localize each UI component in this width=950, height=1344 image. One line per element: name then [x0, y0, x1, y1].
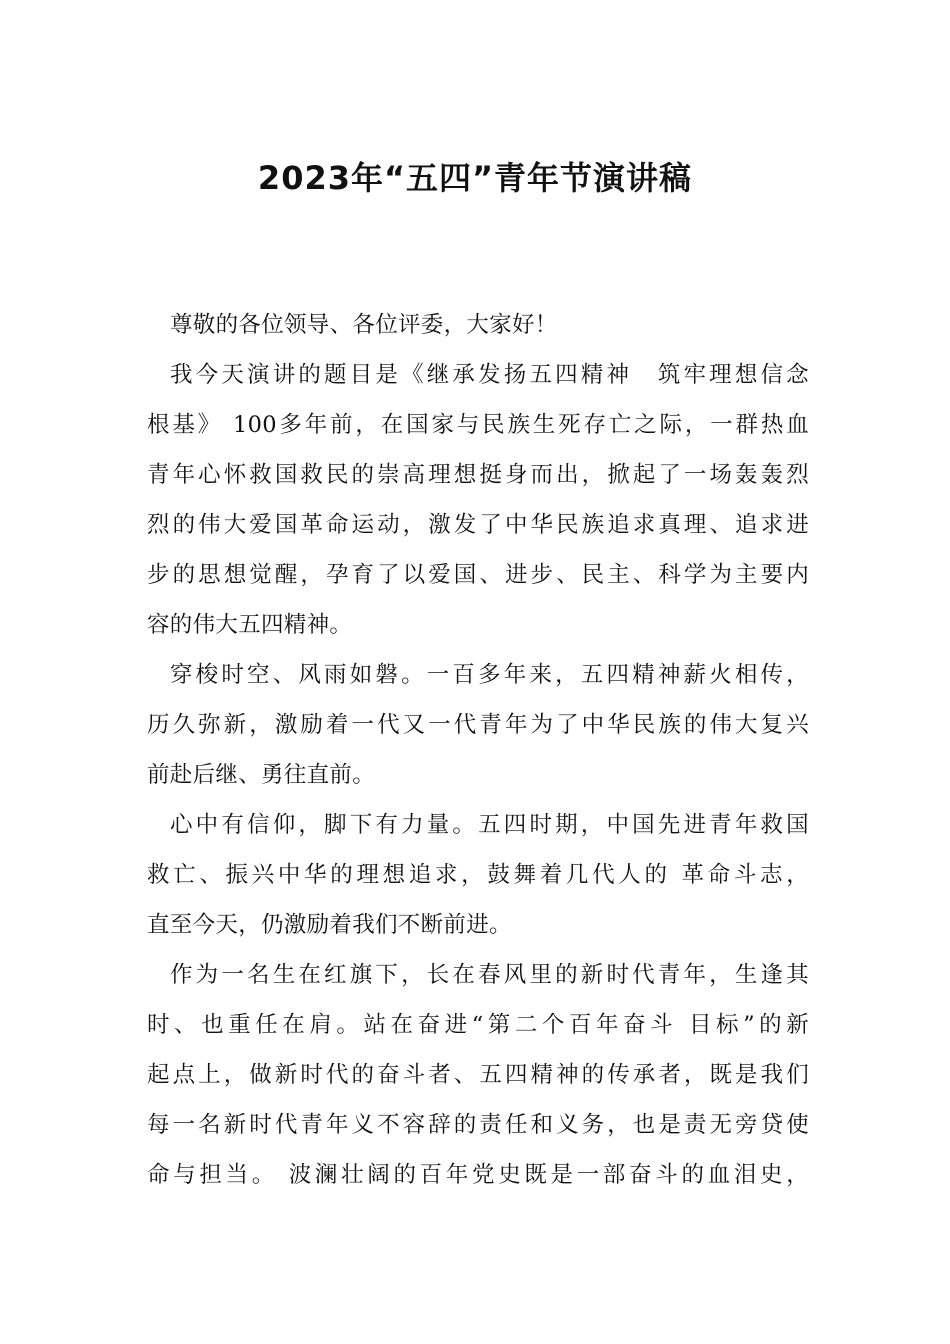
paragraph-2-line-3: 青年心怀救国救民的崇高理想挺身而出，掀起了一场轰轰烈 [147, 462, 809, 488]
paragraph-5-line-5: 命与担当。 波澜壮阔的百年党史既是一部奋斗的血泪史， [147, 1162, 809, 1188]
paragraph-2-line-1: 我今天演讲的题目是《继承发扬五四精神 筑牢理想信念 [170, 362, 809, 388]
paragraph-2-line-5: 步的思想觉醒，孕育了以爱国、进步、民主、科学为主要内 [147, 562, 809, 588]
paragraph-2-line-2: 根基》 100多年前，在国家与民族生死存亡之际，一群热血 [147, 412, 809, 438]
paragraph-2-line-4: 烈的伟大爱国革命运动，激发了中华民族追求真理、追求进 [147, 512, 809, 538]
paragraph-3-line-3: 前赴后继、勇往直前。 [147, 762, 376, 788]
paragraph-3-line-2: 历久弥新，激励着一代又一代青年为了中华民族的伟大复兴 [147, 712, 809, 738]
paragraph-5-line-3: 起点上，做新时代的奋斗者、五四精神的传承者，既是我们 [147, 1062, 809, 1088]
paragraph-3-line-1: 穿梭时空、风雨如磐。一百多年来，五四精神薪火相传， [170, 662, 809, 688]
paragraph-1-line-1: 尊敬的各位领导、各位评委，大家好！ [170, 312, 558, 338]
document-body [147, 300, 809, 1200]
paragraph-2-line-6: 容的伟大五四精神。 [147, 612, 353, 638]
paragraph-4-line-2: 救亡、振兴中华的理想追求，鼓舞着几代人的 革命斗志， [147, 862, 809, 888]
document-title: 2023年“五四”青年节演讲稿 [257, 159, 693, 197]
paragraph-5-line-1: 作为一名生在红旗下，长在春风里的新时代青年，生逢其 [170, 962, 809, 988]
paragraph-4-line-1: 心中有信仰，脚下有力量。五四时期，中国先进青年救国 [170, 812, 809, 838]
paragraph-5-line-2: 时、也重任在肩。站在奋进“第二个百年奋斗 目标”的新 [147, 1012, 809, 1038]
paragraph-4-line-3: 直至今天，仍激励着我们不断前进。 [147, 912, 512, 938]
paragraph-5-line-4: 每一名新时代青年义不容辞的责任和义务，也是责无旁贷使 [147, 1112, 809, 1138]
